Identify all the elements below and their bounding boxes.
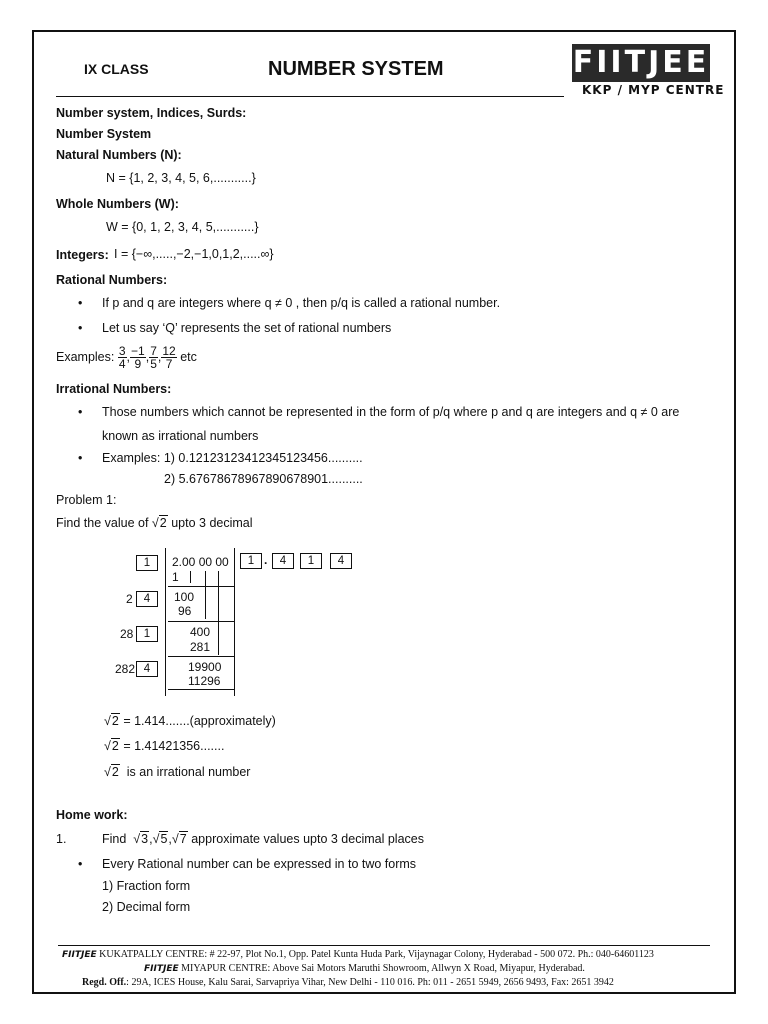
- irrational-bullet-1-cont: known as irrational numbers: [102, 429, 259, 443]
- integers-set: I = {−∞,.....,−2,−1,0,1,2,.....∞}: [114, 247, 274, 261]
- form-item: 1) Fraction form: [102, 879, 191, 893]
- intro-heading: Number system, Indices, Surds:: [56, 106, 247, 120]
- division-row: 400: [190, 625, 211, 639]
- irrational-heading: Irrational Numbers:: [56, 382, 172, 396]
- divider-line: [165, 548, 166, 696]
- divisor-prefix: 282: [115, 662, 136, 676]
- form-item: 2) Decimal form: [102, 900, 191, 914]
- integers-label: Integers:: [56, 248, 109, 262]
- footer-rule: [58, 945, 710, 946]
- dividend: 2.00 00 00: [172, 555, 229, 569]
- irrational-bullet-1: • Those numbers which cannot be represented in the form of p/q where p and q are integers and q ≠ 0 are: [102, 405, 679, 419]
- bring-down-arrow: [218, 571, 219, 655]
- sqrt-result-1: √2 = 1.414.......(approximately): [104, 714, 276, 728]
- centre-label: KKP / MYP CENTRE: [582, 83, 725, 97]
- sqrt-symbol: √2: [151, 516, 167, 530]
- footer-line-3: Regd. Off.: 29A, ICES House, Kalu Sarai, Sarvapriya Vihar, New Delhi - 110 016. Ph: 011 - 2651 5949, 2656 9493, Fax: 2651 3942: [82, 977, 614, 988]
- result-digit-box: 1: [240, 553, 262, 569]
- bring-down-arrow: [205, 571, 206, 619]
- whole-set: W = {0, 1, 2, 3, 4, 5,...........}: [106, 220, 259, 234]
- bring-down-arrow: [190, 571, 191, 583]
- row-rule: [168, 586, 234, 587]
- natural-set: N = {1, 2, 3, 4, 5, 6,...........}: [106, 171, 256, 185]
- class-label: IX CLASS: [84, 61, 149, 77]
- rational-bullet-2: • Let us say ‘Q’ represents the set of rational numbers: [102, 321, 391, 335]
- result-digit-box: 4: [272, 553, 294, 569]
- division-row: 96: [178, 604, 192, 618]
- division-row: 100: [174, 590, 195, 604]
- divisor-box: 1: [136, 555, 158, 571]
- natural-heading: Natural Numbers (N):: [56, 148, 182, 162]
- division-row: 1: [172, 570, 179, 584]
- division-row: 19900: [188, 660, 222, 674]
- homework-heading: Home work:: [56, 808, 128, 822]
- sqrt-result-2: √2 = 1.41421356.......: [104, 739, 225, 753]
- division-row: 281: [190, 640, 211, 654]
- row-rule: [168, 656, 234, 657]
- title-rule: [56, 96, 564, 97]
- examples-etc: etc: [180, 349, 197, 364]
- number-system-heading: Number System: [56, 127, 152, 141]
- divisor-prefix: 28: [120, 627, 134, 641]
- homework-question: Find √3,√5,√7 approximate values upto 3 decimal places: [102, 832, 424, 846]
- result-digit-box: 1: [300, 553, 322, 569]
- result-digit-box: 4: [330, 553, 352, 569]
- homework-bullet: • Every Rational number can be expressed in to two forms: [102, 857, 416, 871]
- irrational-example-2: 2) 5.67678678967890678901..........: [164, 472, 363, 486]
- example-fraction: $\frac{3}{4}$: [118, 344, 126, 371]
- example-fraction: $\frac{12}{7}$: [162, 344, 176, 371]
- rational-heading: Rational Numbers:: [56, 273, 168, 287]
- examples-row: Examples: $\frac{3}{4}$ , $\frac{-1}{9}$ , $\frac{7}{5}$ , $\frac{12}{7}$ etc: [56, 344, 197, 371]
- result-decimal-point: .: [264, 553, 268, 567]
- division-row: 11296: [188, 674, 221, 688]
- example-fraction: $\frac{-1}{9}$: [131, 344, 145, 371]
- divisor-box: 4: [136, 661, 158, 677]
- examples-label: Examples:: [56, 349, 115, 364]
- divisor-prefix: 2: [126, 592, 133, 606]
- footer-line-1: FIITJEE KUKATPALLY CENTRE: # 22-97, Plot No.1, Opp. Patel Kunta Huda Park, Vijaynagar Colony, Hyderabad - 500 072. Ph.: 040-64601123: [62, 949, 654, 960]
- divisor-box: 1: [136, 626, 158, 642]
- footer-line-2: FIITJEE MIYAPUR CENTRE: Above Sai Motors Maruthi Showroom, Allwyn X Road, Miyapur, Hyderabad.: [144, 963, 585, 974]
- irrational-example-1: • Examples: 1) 0.12123123412345123456..........: [102, 451, 363, 465]
- rational-bullet-1: • If p and q are integers where q ≠ 0 , then p/q is called a rational number.: [102, 296, 500, 310]
- problem-statement: Find the value of √2 upto 3 decimal: [56, 516, 253, 530]
- row-rule: [168, 621, 234, 622]
- page-title: NUMBER SYSTEM: [268, 58, 444, 80]
- sqrt-result-3: √2 is an irrational number: [104, 765, 251, 779]
- whole-heading: Whole Numbers (W):: [56, 197, 179, 211]
- row-rule: [168, 689, 234, 690]
- homework-number: 1.: [56, 832, 67, 846]
- divider-line: [234, 548, 235, 696]
- example-fraction: $\frac{7}{5}$: [150, 344, 157, 371]
- divisor-box: 4: [136, 591, 158, 607]
- fiitjee-logo: FIITJEE: [572, 45, 710, 80]
- problem-label: Problem 1:: [56, 493, 117, 507]
